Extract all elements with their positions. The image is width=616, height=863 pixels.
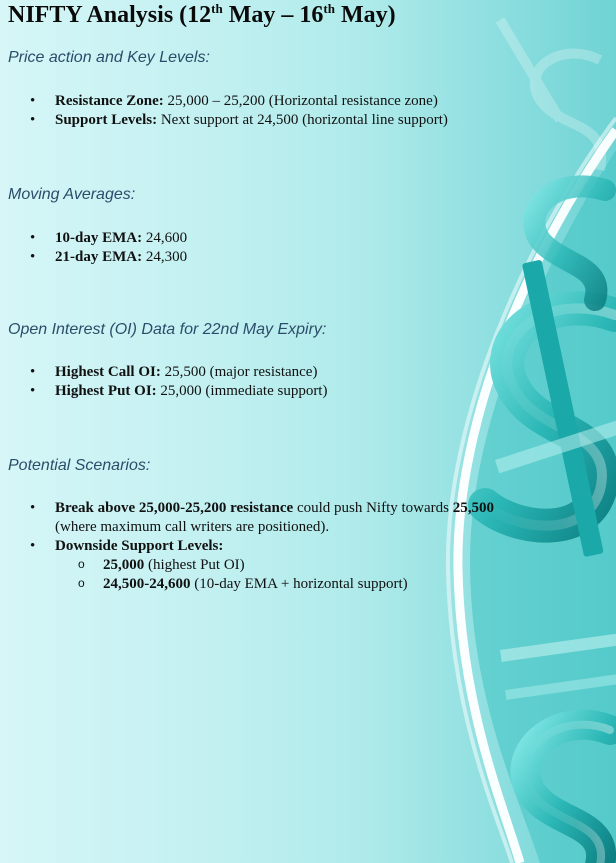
scenarios-list bbox=[30, 499, 510, 594]
section-heading-price-action: Price action and Key Levels: bbox=[8, 49, 210, 66]
section-heading-open-interest: Open Interest (OI) Data for 22nd May Expiry: bbox=[8, 321, 327, 338]
list-item: • Highest Call OI: 25,500 (major resistance) bbox=[30, 363, 510, 382]
price-levels-list bbox=[30, 92, 510, 130]
list-item: • Downside Support Levels: o 25,000 (highest Put OI) o 24,500-24,600 (10-day EMA + horizontal support) bbox=[30, 537, 510, 594]
list-item: • Highest Put OI: 25,000 (immediate support) bbox=[30, 382, 510, 401]
list-item: • Break above 25,000-25,200 resistance could push Nifty towards 25,500 (where maximum call writers are positioned). bbox=[30, 499, 510, 537]
list-item: • 10-day EMA: 24,600 bbox=[30, 229, 510, 248]
sub-list-item: o 25,000 (highest Put OI) bbox=[55, 556, 510, 575]
page-title: NIFTY Analysis (12th May – 16th May) bbox=[8, 1, 396, 28]
list-item: • Support Levels: Next support at 24,500 (horizontal line support) bbox=[30, 111, 510, 130]
moving-averages-list bbox=[30, 229, 510, 267]
sub-list-item: o 24,500-24,600 (10-day EMA + horizontal support) bbox=[55, 575, 510, 594]
section-heading-potential-scenarios: Potential Scenarios: bbox=[8, 457, 151, 474]
list-item: • 21-day EMA: 24,300 bbox=[30, 248, 510, 267]
section-heading-moving-averages: Moving Averages: bbox=[8, 186, 136, 203]
list-item: • Resistance Zone: 25,000 – 25,200 (Horizontal resistance zone) bbox=[30, 92, 510, 111]
downside-support-sublist bbox=[55, 556, 510, 594]
open-interest-list bbox=[30, 363, 510, 401]
